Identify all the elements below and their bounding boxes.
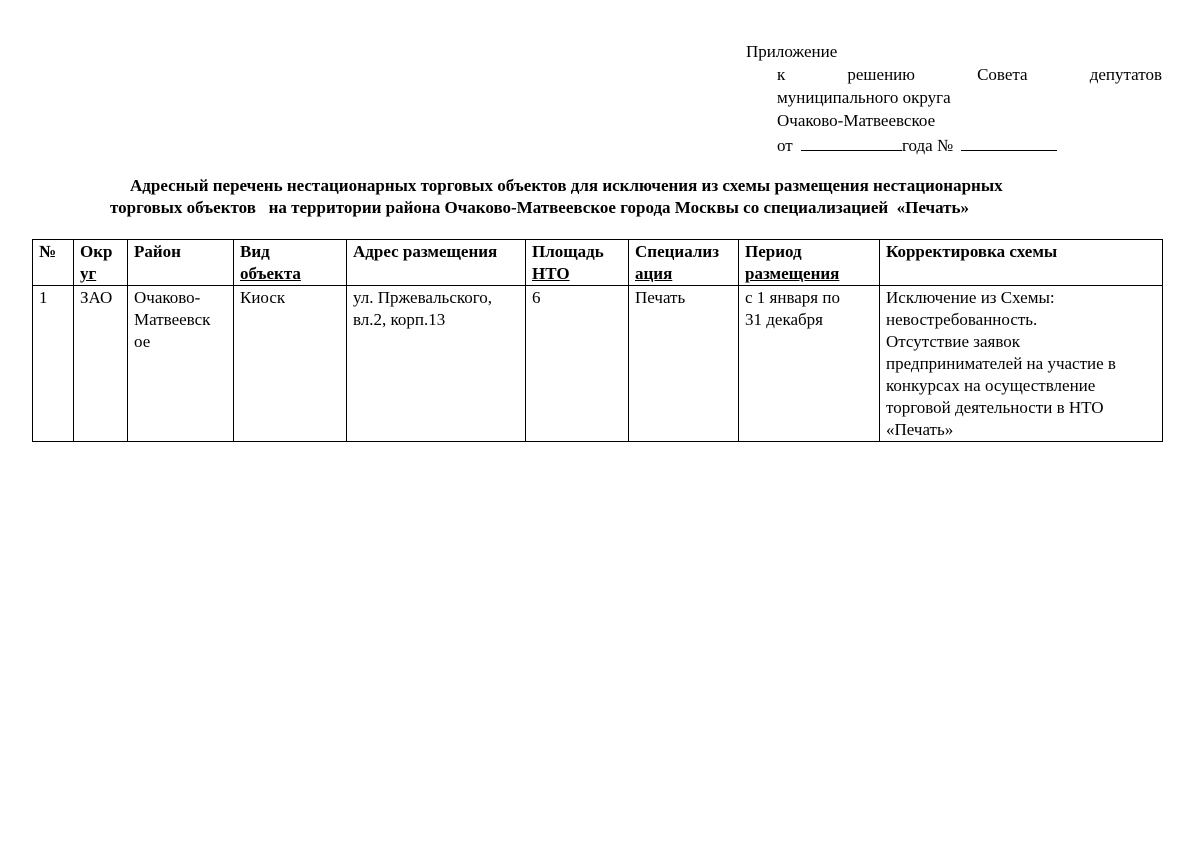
header-address: Адрес размещения — [347, 240, 526, 286]
appendix-word: депутатов — [1089, 65, 1162, 84]
header-district: Район — [128, 240, 234, 286]
table-row — [33, 286, 1163, 442]
appendix-word: решению — [847, 65, 915, 84]
document-title — [32, 175, 1162, 219]
cell-num: 1 — [33, 286, 74, 442]
header-period: Период размещения — [739, 240, 880, 286]
appendix-okrug-line: муниципального округа — [777, 88, 951, 107]
objects-table — [32, 239, 1163, 442]
appendix-district-line: Очаково-Матвеевское — [777, 111, 936, 130]
cell-type: Киоск — [234, 286, 347, 442]
title-line-2: торговых объектов на территории района Очаково-Матвеевское города Москвы со специализацией «Печать» — [110, 198, 970, 217]
appendix-from-label: от — [777, 136, 793, 155]
title-line-1: Адресный перечень нестационарных торговых объектов для исключения из схемы размещения нестационарных — [130, 176, 1003, 195]
header-type: Вид объекта — [234, 240, 347, 286]
appendix-word: к — [777, 65, 786, 84]
header-okrug: Окр уг — [74, 240, 128, 286]
cell-address: ул. Пржевальского, вл.2, корп.13 — [347, 286, 526, 442]
appendix-date-line — [746, 133, 1162, 156]
header-correction: Корректировка схемы — [880, 240, 1163, 286]
cell-district: Очаково- Матвеевск ое — [128, 286, 234, 442]
appendix-year-label: года № — [901, 136, 954, 155]
cell-correction: Исключение из Схемы: невостребованность. Отсутствие заявок предпринимателей на участие в конкурсах на осуществление торговой деятельности в НТО «Печать» — [880, 286, 1163, 442]
date-blank — [801, 133, 902, 151]
appendix-title: Приложение — [746, 42, 838, 61]
table-header-row — [33, 240, 1163, 286]
appendix-word: Совета — [977, 65, 1028, 84]
header-area: Площадь НТО — [526, 240, 629, 286]
appendix-block — [746, 41, 1162, 156]
cell-specialization: Печать — [629, 286, 739, 442]
cell-period: с 1 января по 31 декабря — [739, 286, 880, 442]
header-num: № — [33, 240, 74, 286]
cell-area: 6 — [526, 286, 629, 442]
number-blank — [961, 133, 1057, 151]
appendix-decision-line — [746, 64, 1162, 87]
cell-okrug: ЗАО — [74, 286, 128, 442]
header-specialization: Специализ ация — [629, 240, 739, 286]
